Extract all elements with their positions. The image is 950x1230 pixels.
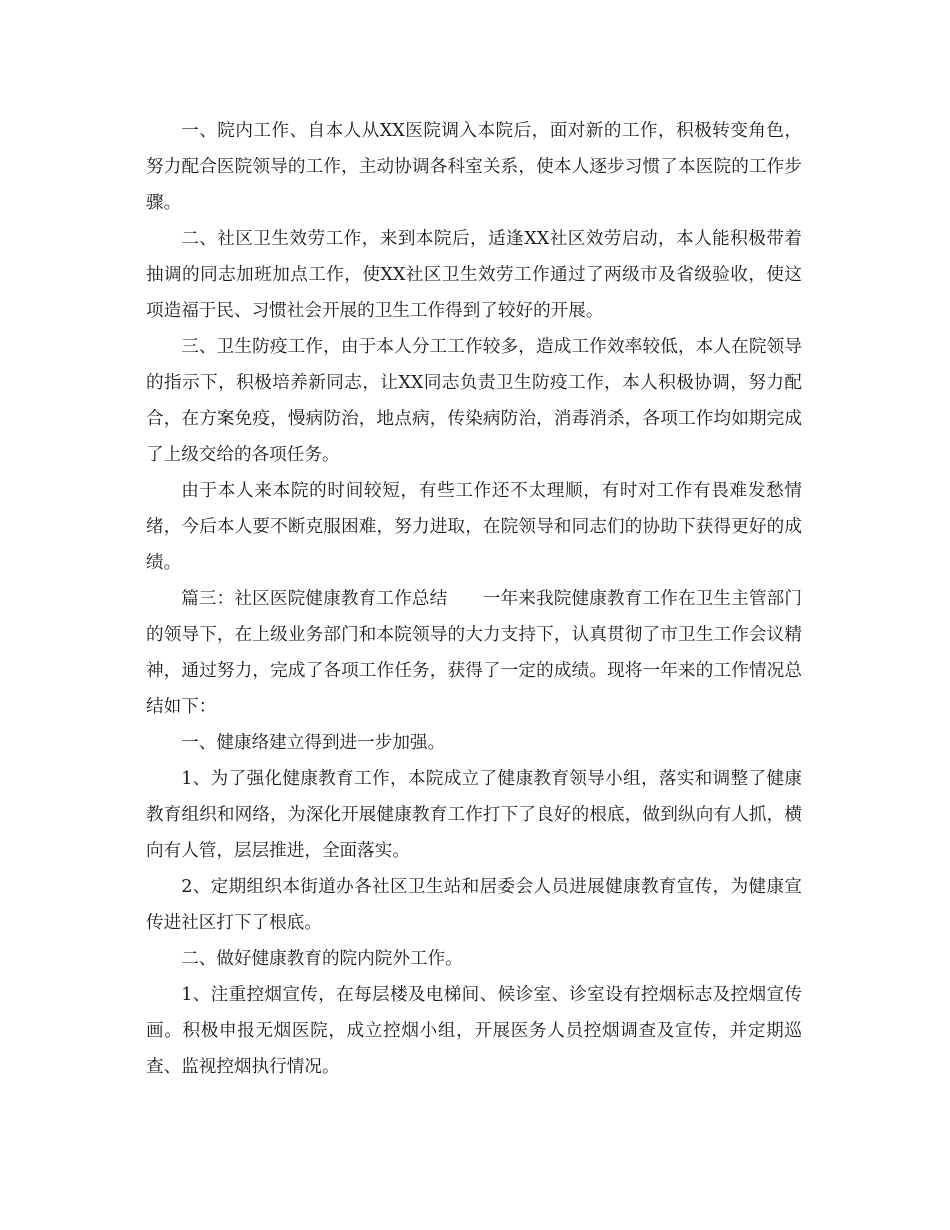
- paragraph-leadership-group: 1、为了强化健康教育工作，本院成立了健康教育领导小组，落实和调整了健康教育组织和网络，为深化开展健康教育工作打下了良好的根底，做到纵向有人抓，横向有人管，层层推进，全面落实。: [146, 769, 802, 861]
- paragraph-community-training: 2、定期组织本街道办各社区卫生站和居委会人员进展健康教育宣传，为健康宣传进社区打下了根底。: [146, 877, 802, 933]
- paragraph-section-three-intro: 篇三：社区医院健康教育工作总结 一年来我院健康教育工作在卫生主管部门的领导下，在上级业务部门和本院领导的大力支持下，认真贯彻了市卫生工作会议精神，通过努力，完成了各项工作任务，获得了一定的成绩。现将一年来的工作情况总结如下：: [146, 589, 802, 717]
- paragraph-self-reflection: 由于本人来本院的时间较短，有些工作还不太理顺，有时对工作有畏难发愁情绪，今后本人要不断克服困难，努力进取，在院领导和同志们的协助下获得更好的成绩。: [146, 481, 802, 573]
- document-page: [146, 113, 802, 1085]
- paragraph-tobacco-control: 1、注重控烟宣传，在每层楼及电梯间、候诊室、诊室设有控烟标志及控烟宣传画。积极申报无烟医院，成立控烟小组，开展医务人员控烟调查及宣传，并定期巡查、监视控烟执行情况。: [146, 985, 802, 1077]
- paragraph-epidemic-prevention: 三、卫生防疫工作，由于本人分工工作较多，造成工作效率较低，本人在院领导的指示下，积极培养新同志，让XX同志负责卫生防疫工作，本人积极协调，努力配合，在方案免疫，慢病防治，地点病，传染病防治，消毒消杀，各项工作均如期完成了上级交给的各项任务。: [146, 337, 802, 465]
- heading-inside-outside-work: 二、做好健康教育的院内院外工作。: [181, 949, 463, 969]
- paragraph-inhospital-work: 一、院内工作、自本人从XX医院调入本院后，面对新的工作，积极转变角色，努力配合医院领导的工作，主动协调各科室关系，使本人逐步习惯了本医院的工作步骤。: [146, 121, 802, 213]
- paragraph-community-service: 二、社区卫生效劳工作，来到本院后，适逢XX社区效劳启动，本人能积极带着抽调的同志加班加点工作，使XX社区卫生效劳工作通过了两级市及省级验收，使这项造福于民、习惯社会开展的卫生工作得到了较好的开展。: [146, 229, 802, 321]
- heading-health-network: 一、健康络建立得到进一步加强。: [181, 733, 446, 753]
